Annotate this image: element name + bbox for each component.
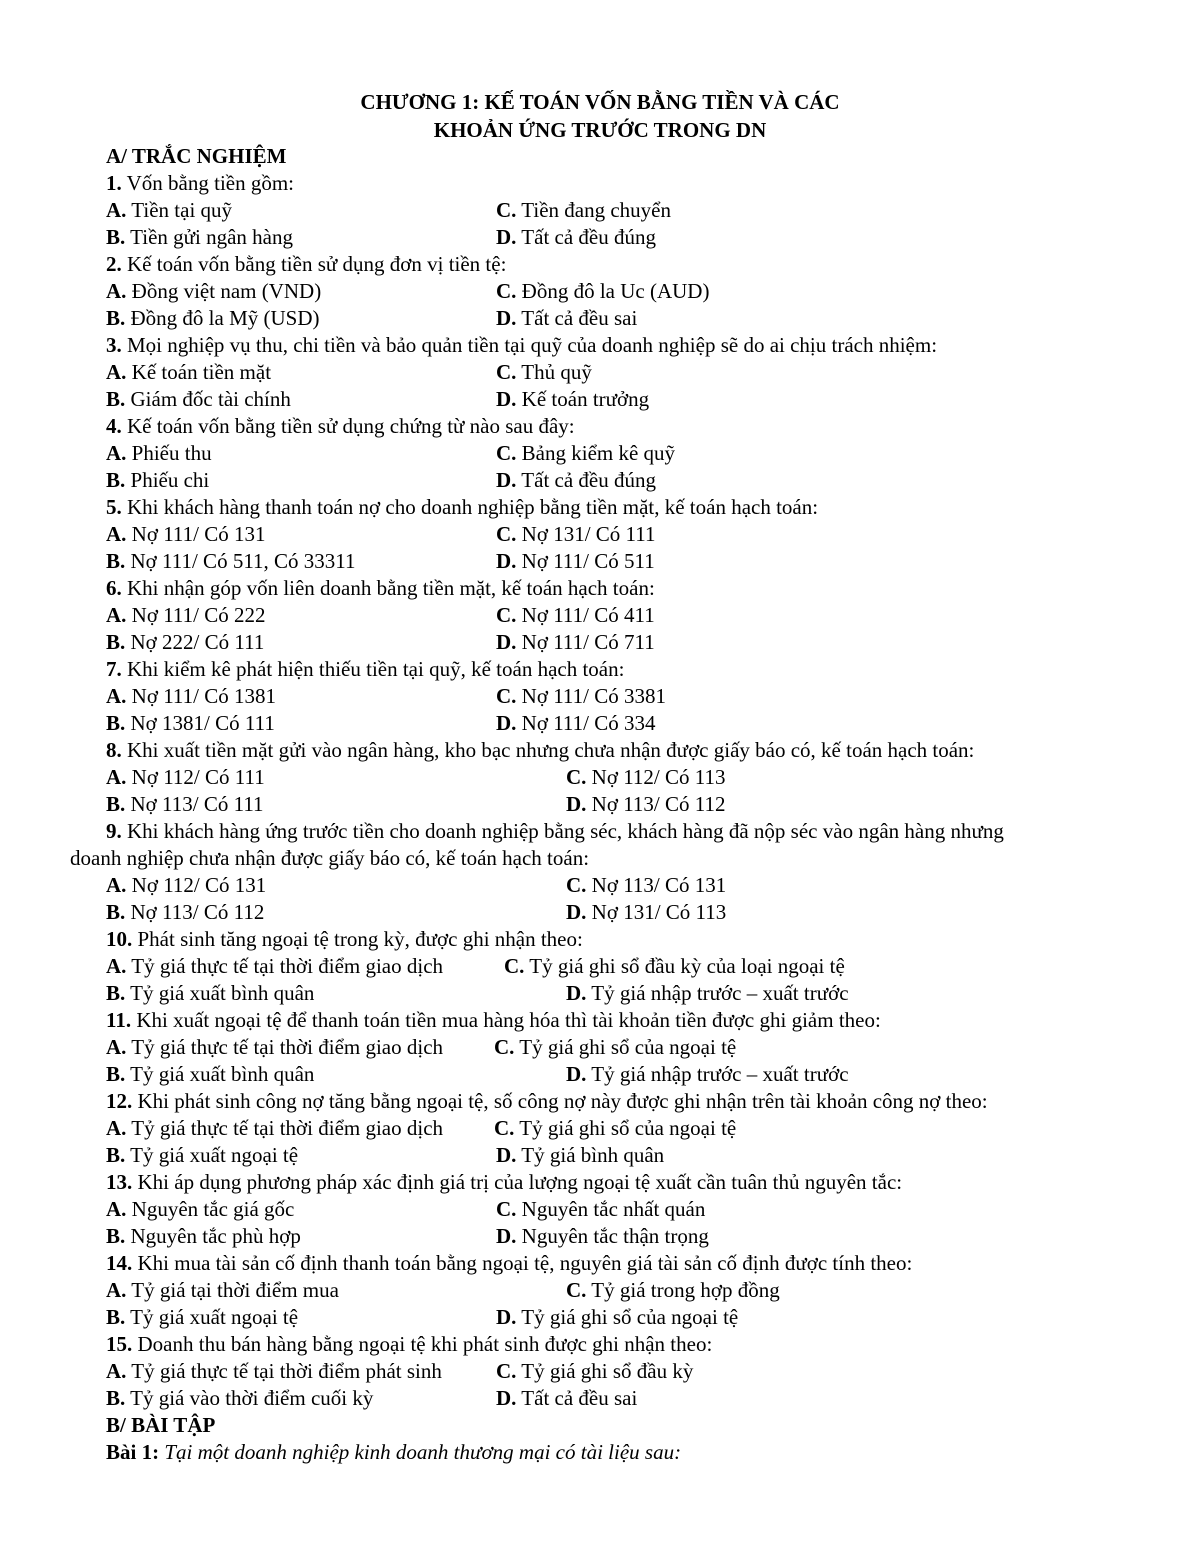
option-text: Tất cả đều sai bbox=[521, 306, 638, 330]
question-number: 1. bbox=[106, 171, 122, 195]
option-a[interactable] bbox=[106, 1196, 294, 1223]
option-text: Tỷ giá nhập trước – xuất trước bbox=[591, 1062, 849, 1086]
question-number: 6. bbox=[106, 576, 122, 600]
question-text: Kế toán vốn bằng tiền sử dụng chứng từ nào sau đây: bbox=[127, 414, 575, 438]
question-9 bbox=[106, 818, 1146, 845]
option-letter: B. bbox=[106, 1062, 126, 1086]
option-b[interactable] bbox=[106, 386, 291, 413]
option-letter: A. bbox=[106, 1116, 127, 1140]
option-letter: C. bbox=[496, 684, 517, 708]
option-text: Nợ 222/ Có 111 bbox=[130, 630, 265, 654]
options-row-bd bbox=[106, 1304, 1146, 1331]
option-b[interactable] bbox=[106, 1385, 373, 1412]
option-a[interactable] bbox=[106, 1358, 442, 1385]
option-text: Thủ quỹ bbox=[521, 360, 592, 384]
options-row-ac bbox=[106, 953, 1146, 980]
option-text: Nợ 113/ Có 112 bbox=[130, 900, 265, 924]
question-6 bbox=[106, 575, 1146, 602]
option-letter: B. bbox=[106, 1224, 126, 1248]
options-row-bd bbox=[106, 224, 1146, 251]
option-c[interactable] bbox=[496, 1358, 693, 1385]
question-text: Khi khách hàng ứng trước tiền cho doanh nghiệp bằng séc, khách hàng đã nộp séc vào ngân hàng nhưng bbox=[127, 819, 1004, 843]
question-text: Khi áp dụng phương pháp xác định giá trị của lượng ngoại tệ xuất cần tuân thủ nguyên tắc: bbox=[137, 1170, 903, 1194]
option-text: Đồng việt nam (VND) bbox=[131, 279, 322, 303]
option-c[interactable] bbox=[496, 278, 709, 305]
option-text: Tỷ giá bình quân bbox=[521, 1143, 665, 1167]
option-c[interactable] bbox=[496, 683, 666, 710]
options-row-bd bbox=[106, 305, 1146, 332]
option-text: Kế toán tiền mặt bbox=[131, 360, 272, 384]
options-row-ac bbox=[106, 764, 1146, 791]
question-text: Phát sinh tăng ngoại tệ trong kỳ, được ghi nhận theo: bbox=[137, 927, 583, 951]
section-a-heading: A/ TRẮC NGHIỆM bbox=[106, 144, 287, 168]
options-row-ac bbox=[106, 197, 1146, 224]
option-letter: C. bbox=[494, 1035, 515, 1059]
options-row-bd bbox=[106, 629, 1146, 656]
option-text: Tỷ giá vào thời điểm cuối kỳ bbox=[130, 1386, 374, 1410]
options-row-ac bbox=[106, 521, 1146, 548]
option-text: Nguyên tắc thận trọng bbox=[521, 1224, 709, 1248]
option-letter: D. bbox=[566, 1062, 587, 1086]
question-13 bbox=[106, 1169, 1146, 1196]
options-row-ac bbox=[106, 1034, 1146, 1061]
option-c[interactable] bbox=[504, 953, 845, 980]
option-letter: C. bbox=[496, 279, 517, 303]
option-text: Tiền gửi ngân hàng bbox=[130, 225, 293, 249]
option-letter: B. bbox=[106, 1386, 126, 1410]
option-text: Tất cả đều đúng bbox=[521, 468, 656, 492]
exercise-1 bbox=[106, 1439, 1146, 1466]
options-row-ac bbox=[106, 1115, 1146, 1142]
question-text: Khi xuất tiền mặt gửi vào ngân hàng, kho bạc nhưng chưa nhận được giấy báo có, kế toán hạch toán: bbox=[127, 738, 975, 762]
option-b[interactable] bbox=[106, 1304, 298, 1331]
option-text: Nợ 113/ Có 131 bbox=[591, 873, 727, 897]
option-letter: B. bbox=[106, 1305, 126, 1329]
option-c[interactable] bbox=[496, 197, 671, 224]
question-text: Kế toán vốn bằng tiền sử dụng đơn vị tiền tệ: bbox=[127, 252, 507, 276]
options-row-bd bbox=[106, 1061, 1146, 1088]
option-d[interactable] bbox=[496, 1223, 709, 1250]
option-letter: B. bbox=[106, 900, 126, 924]
option-text: Nguyên tắc nhất quán bbox=[521, 1197, 706, 1221]
question-number: 5. bbox=[106, 495, 122, 519]
option-a[interactable] bbox=[106, 440, 212, 467]
option-letter: A. bbox=[106, 873, 127, 897]
option-letter: A. bbox=[106, 360, 127, 384]
option-letter: B. bbox=[106, 981, 126, 1005]
option-d[interactable] bbox=[496, 1304, 738, 1331]
question-number: 3. bbox=[106, 333, 122, 357]
option-text: Tỷ giá xuất bình quân bbox=[130, 981, 315, 1005]
option-text: Nợ 113/ Có 111 bbox=[130, 792, 264, 816]
option-c[interactable] bbox=[566, 764, 725, 791]
chapter-title-line2: KHOẢN ỨNG TRƯỚC TRONG DN bbox=[433, 118, 767, 142]
option-text: Nợ 131/ Có 113 bbox=[591, 900, 727, 924]
options-row-ac bbox=[106, 278, 1146, 305]
option-letter: C. bbox=[504, 954, 525, 978]
option-text: Tỷ giá ghi sổ của ngoại tệ bbox=[521, 1305, 739, 1329]
option-letter: A. bbox=[106, 198, 127, 222]
option-letter: C. bbox=[496, 603, 517, 627]
option-text: Nợ 113/ Có 112 bbox=[591, 792, 726, 816]
option-letter: C. bbox=[496, 360, 517, 384]
option-letter: D. bbox=[496, 306, 517, 330]
option-text: Tỷ giá tại thời điểm mua bbox=[131, 1278, 339, 1302]
option-text: Tiền đang chuyển bbox=[521, 198, 672, 222]
option-text: Tỷ giá xuất bình quân bbox=[130, 1062, 315, 1086]
question-number: 12. bbox=[106, 1089, 133, 1113]
option-text: Nợ 131/ Có 111 bbox=[521, 522, 656, 546]
option-a[interactable] bbox=[106, 764, 265, 791]
question-text: Khi xuất ngoại tệ để thanh toán tiền mua hàng hóa thì tài khoản tiền được ghi giảm theo: bbox=[136, 1008, 881, 1032]
option-text: Nợ 111/ Có 411 bbox=[521, 603, 655, 627]
option-letter: C. bbox=[566, 765, 587, 789]
option-text: Nợ 111/ Có 222 bbox=[131, 603, 266, 627]
options-row-bd bbox=[106, 386, 1146, 413]
option-letter: D. bbox=[496, 1386, 517, 1410]
option-letter: A. bbox=[106, 279, 127, 303]
question-11 bbox=[106, 1007, 1146, 1034]
option-a[interactable] bbox=[106, 1115, 443, 1142]
option-letter: C. bbox=[496, 522, 517, 546]
option-letter: A. bbox=[106, 1278, 127, 1302]
option-letter: D. bbox=[566, 981, 587, 1005]
option-d[interactable] bbox=[496, 386, 649, 413]
option-letter: B. bbox=[106, 711, 126, 735]
option-b[interactable] bbox=[106, 1223, 301, 1250]
option-text: Tiền tại quỹ bbox=[131, 198, 233, 222]
option-b[interactable] bbox=[106, 980, 314, 1007]
options-row-ac bbox=[106, 1358, 1146, 1385]
question-text: Khi khách hàng thanh toán nợ cho doanh nghiệp bằng tiền mặt, kế toán hạch toán: bbox=[127, 495, 819, 519]
option-letter: A. bbox=[106, 1197, 127, 1221]
option-d[interactable] bbox=[566, 1061, 849, 1088]
option-d[interactable] bbox=[566, 791, 725, 818]
section-b-heading: B/ BÀI TẬP bbox=[106, 1413, 216, 1437]
option-d[interactable] bbox=[496, 467, 656, 494]
option-letter: B. bbox=[106, 387, 126, 411]
option-letter: D. bbox=[496, 1305, 517, 1329]
option-d[interactable] bbox=[496, 224, 656, 251]
question-list bbox=[70, 143, 1146, 1466]
option-text: Nợ 111/ Có 334 bbox=[521, 711, 656, 735]
option-b[interactable] bbox=[106, 899, 264, 926]
option-text: Tỷ giá ghi sổ của ngoại tệ bbox=[519, 1035, 737, 1059]
exercise-label: Bài 1: bbox=[106, 1440, 160, 1464]
options-row-bd bbox=[106, 899, 1146, 926]
option-letter: A. bbox=[106, 765, 127, 789]
option-text: Tỷ giá ghi sổ đầu kỳ của loại ngoại tệ bbox=[529, 954, 845, 978]
option-b[interactable] bbox=[106, 224, 293, 251]
option-text: Nợ 112/ Có 131 bbox=[131, 873, 267, 897]
option-letter: A. bbox=[106, 441, 127, 465]
option-letter: A. bbox=[106, 954, 127, 978]
option-d[interactable] bbox=[496, 1385, 637, 1412]
option-text: Đồng đô la Uc (AUD) bbox=[521, 279, 710, 303]
option-text: Nợ 1381/ Có 111 bbox=[130, 711, 275, 735]
option-letter: B. bbox=[106, 792, 126, 816]
options-row-bd bbox=[106, 980, 1146, 1007]
options-row-bd bbox=[106, 710, 1146, 737]
option-letter: D. bbox=[496, 711, 517, 735]
option-text: Tỷ giá xuất ngoại tệ bbox=[130, 1305, 299, 1329]
option-letter: C. bbox=[496, 1359, 517, 1383]
question-text: doanh nghiệp chưa nhận được giấy báo có, kế toán hạch toán: bbox=[70, 846, 590, 870]
option-d[interactable] bbox=[496, 710, 655, 737]
option-d[interactable] bbox=[496, 548, 655, 575]
option-a[interactable] bbox=[106, 683, 276, 710]
option-letter: D. bbox=[566, 900, 587, 924]
option-letter: D. bbox=[496, 630, 517, 654]
option-b[interactable] bbox=[106, 548, 356, 575]
option-letter: C. bbox=[496, 198, 517, 222]
option-c[interactable] bbox=[494, 1034, 736, 1061]
option-letter: A. bbox=[106, 603, 127, 627]
option-a[interactable] bbox=[106, 521, 265, 548]
option-d[interactable] bbox=[496, 1142, 664, 1169]
question-12 bbox=[106, 1088, 1146, 1115]
option-letter: B. bbox=[106, 468, 126, 492]
option-b[interactable] bbox=[106, 629, 264, 656]
question-10 bbox=[106, 926, 1146, 953]
option-text: Tỷ giá thực tế tại thời điểm phát sinh bbox=[131, 1359, 442, 1383]
option-text: Nợ 111/ Có 511 bbox=[521, 549, 655, 573]
option-letter: D. bbox=[496, 1224, 517, 1248]
option-a[interactable] bbox=[106, 1277, 339, 1304]
option-text: Bảng kiểm kê quỹ bbox=[521, 441, 676, 465]
option-text: Tỷ giá ghi sổ của ngoại tệ bbox=[519, 1116, 737, 1140]
option-text: Nợ 111/ Có 3381 bbox=[521, 684, 666, 708]
question-1 bbox=[106, 170, 1146, 197]
question-5 bbox=[106, 494, 1146, 521]
question-text: Doanh thu bán hàng bằng ngoại tệ khi phát sinh được ghi nhận theo: bbox=[137, 1332, 713, 1356]
question-text: Khi phát sinh công nợ tăng bằng ngoại tệ, số công nợ này được ghi nhận trên tài khoản công nợ theo: bbox=[137, 1089, 988, 1113]
question-4 bbox=[106, 413, 1146, 440]
question-number: 4. bbox=[106, 414, 122, 438]
option-b[interactable] bbox=[106, 1142, 298, 1169]
option-letter: C. bbox=[494, 1116, 515, 1140]
option-text: Nợ 111/ Có 511, Có 33311 bbox=[130, 549, 356, 573]
question-number: 15. bbox=[106, 1332, 133, 1356]
option-text: Nguyên tắc giá gốc bbox=[131, 1197, 295, 1221]
option-letter: A. bbox=[106, 684, 127, 708]
option-c[interactable] bbox=[566, 1277, 780, 1304]
option-text: Nợ 112/ Có 111 bbox=[131, 765, 265, 789]
options-row-bd bbox=[106, 467, 1146, 494]
question-number: 8. bbox=[106, 738, 122, 762]
option-b[interactable] bbox=[106, 1061, 314, 1088]
option-d[interactable] bbox=[496, 629, 655, 656]
question-14 bbox=[106, 1250, 1146, 1277]
question-text: Khi mua tài sản cố định thanh toán bằng ngoại tệ, nguyên giá tài sản cố định được tính theo: bbox=[137, 1251, 913, 1275]
options-row-bd bbox=[106, 791, 1146, 818]
option-letter: C. bbox=[566, 1278, 587, 1302]
option-letter: B. bbox=[106, 306, 126, 330]
options-row-ac bbox=[106, 440, 1146, 467]
question-number: 11. bbox=[106, 1008, 132, 1032]
option-text: Nợ 112/ Có 113 bbox=[591, 765, 726, 789]
options-row-ac bbox=[106, 1196, 1146, 1223]
option-b[interactable] bbox=[106, 305, 320, 332]
exercise-text: Tại một doanh nghiệp kinh doanh thương mại có tài liệu sau: bbox=[164, 1440, 682, 1464]
options-row-ac bbox=[106, 359, 1146, 386]
option-a[interactable] bbox=[106, 953, 443, 980]
option-text: Kế toán trưởng bbox=[521, 387, 650, 411]
option-a[interactable] bbox=[106, 359, 271, 386]
option-c[interactable] bbox=[494, 1115, 736, 1142]
option-letter: B. bbox=[106, 630, 126, 654]
question-15 bbox=[106, 1331, 1146, 1358]
option-text: Tỷ giá thực tế tại thời điểm giao dịch bbox=[131, 1116, 444, 1140]
option-a[interactable] bbox=[106, 278, 321, 305]
option-text: Giám đốc tài chính bbox=[130, 387, 291, 411]
option-letter: C. bbox=[496, 441, 517, 465]
option-text: Nợ 111/ Có 131 bbox=[131, 522, 266, 546]
option-letter: D. bbox=[496, 549, 517, 573]
option-c[interactable] bbox=[566, 872, 726, 899]
options-row-bd bbox=[106, 1385, 1146, 1412]
option-b[interactable] bbox=[106, 467, 209, 494]
question-number: 7. bbox=[106, 657, 122, 681]
question-number: 13. bbox=[106, 1170, 133, 1194]
option-a[interactable] bbox=[106, 872, 266, 899]
option-letter: B. bbox=[106, 549, 126, 573]
options-row-ac bbox=[106, 602, 1146, 629]
option-d[interactable] bbox=[496, 305, 637, 332]
question-number: 9. bbox=[106, 819, 122, 843]
question-text: Khi kiểm kê phát hiện thiếu tiền tại quỹ, kế toán hạch toán: bbox=[127, 657, 625, 681]
options-row-bd bbox=[106, 1142, 1146, 1169]
option-text: Tỷ giá trong hợp đồng bbox=[591, 1278, 780, 1302]
options-row-ac bbox=[106, 683, 1146, 710]
option-c[interactable] bbox=[496, 359, 592, 386]
question-2 bbox=[106, 251, 1146, 278]
option-text: Nợ 111/ Có 711 bbox=[521, 630, 655, 654]
question-3 bbox=[106, 332, 1146, 359]
option-letter: A. bbox=[106, 1035, 127, 1059]
question-number: 10. bbox=[106, 927, 133, 951]
options-row-bd bbox=[106, 548, 1146, 575]
option-text: Nợ 111/ Có 1381 bbox=[131, 684, 276, 708]
option-a[interactable] bbox=[106, 197, 232, 224]
option-c[interactable] bbox=[496, 440, 675, 467]
option-text: Tỷ giá nhập trước – xuất trước bbox=[591, 981, 849, 1005]
option-a[interactable] bbox=[106, 602, 265, 629]
question-text: Vốn bằng tiền gồm: bbox=[126, 171, 295, 195]
option-text: Đồng đô la Mỹ (USD) bbox=[130, 306, 320, 330]
question-8 bbox=[106, 737, 1146, 764]
option-c[interactable] bbox=[496, 1196, 705, 1223]
option-c[interactable] bbox=[496, 521, 655, 548]
question-text: Khi nhận góp vốn liên doanh bằng tiền mặt, kế toán hạch toán: bbox=[127, 576, 655, 600]
option-b[interactable] bbox=[106, 791, 264, 818]
option-text: Tỷ giá xuất ngoại tệ bbox=[130, 1143, 299, 1167]
option-letter: D. bbox=[496, 1143, 517, 1167]
option-text: Phiếu chi bbox=[130, 468, 210, 492]
option-letter: A. bbox=[106, 522, 127, 546]
option-letter: B. bbox=[106, 225, 126, 249]
option-letter: A. bbox=[106, 1359, 127, 1383]
option-letter: C. bbox=[566, 873, 587, 897]
option-c[interactable] bbox=[496, 602, 655, 629]
question-number: 14. bbox=[106, 1251, 133, 1275]
options-row-ac bbox=[106, 872, 1146, 899]
question-number: 2. bbox=[106, 252, 122, 276]
option-text: Tỷ giá thực tế tại thời điểm giao dịch bbox=[131, 1035, 444, 1059]
option-a[interactable] bbox=[106, 1034, 443, 1061]
option-letter: D. bbox=[496, 387, 517, 411]
option-letter: D. bbox=[496, 468, 517, 492]
option-text: Tỷ giá ghi sổ đầu kỳ bbox=[521, 1359, 694, 1383]
option-letter: D. bbox=[566, 792, 587, 816]
options-row-bd bbox=[106, 1223, 1146, 1250]
option-text: Phiếu thu bbox=[131, 441, 212, 465]
question-text: Mọi nghiệp vụ thu, chi tiền và bảo quản tiền tại quỹ của doanh nghiệp sẽ do ai chịu trách nhiệm: bbox=[127, 333, 938, 357]
option-text: Tỷ giá thực tế tại thời điểm giao dịch bbox=[131, 954, 444, 978]
option-letter: C. bbox=[496, 1197, 517, 1221]
option-text: Nguyên tắc phù hợp bbox=[130, 1224, 301, 1248]
option-d[interactable] bbox=[566, 980, 849, 1007]
options-row-ac bbox=[106, 1277, 1146, 1304]
question-9-continued bbox=[70, 845, 1146, 872]
option-text: Tất cả đều sai bbox=[521, 1386, 638, 1410]
chapter-title-line1: CHƯƠNG 1: KẾ TOÁN VỐN BẰNG TIỀN VÀ CÁC bbox=[360, 90, 840, 114]
option-letter: B. bbox=[106, 1143, 126, 1167]
option-b[interactable] bbox=[106, 710, 275, 737]
option-d[interactable] bbox=[566, 899, 726, 926]
option-letter: D. bbox=[496, 225, 517, 249]
option-text: Tất cả đều đúng bbox=[521, 225, 656, 249]
question-7 bbox=[106, 656, 1146, 683]
